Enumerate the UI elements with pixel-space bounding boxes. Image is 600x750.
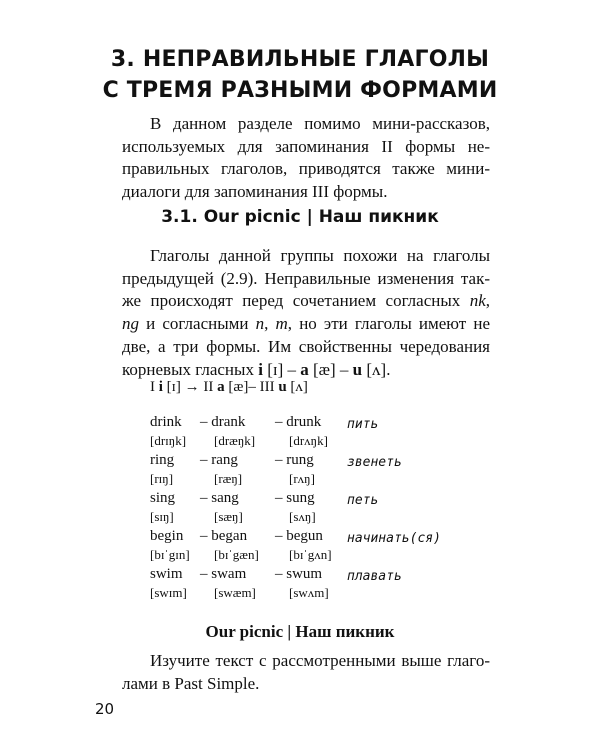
verb-form-3: – drunk [275, 414, 322, 430]
consonant: n [255, 314, 265, 334]
transcription-1: [bɪˈgɪn] [150, 547, 190, 562]
text-run: [ɪ] → II [162, 379, 218, 395]
text-run: , [485, 291, 490, 311]
verb-form-3: – rung [275, 452, 314, 468]
transcription-2: [dræŋk] [214, 433, 256, 448]
transcription-3: [rʌŋ] [289, 471, 315, 486]
transcription-1: [swɪm] [150, 585, 187, 600]
verb-form-2: – swam [200, 566, 247, 582]
intro-line: В данном разделе помимо мини-рассказов, [150, 114, 490, 133]
outro-line: лами в Past Simple. [122, 673, 260, 693]
verb-form-3: – sung [275, 490, 315, 506]
consonant-cluster: nk [469, 291, 486, 311]
russian-translation: звенеть [347, 455, 402, 470]
transcription-1: [drɪŋk] [150, 433, 187, 448]
transcription-1: [sɪŋ] [150, 509, 174, 524]
text-run: I [150, 379, 159, 395]
vowel-scheme [150, 379, 308, 396]
description-line: предыдущей (2.9). Неправильные изменения так- [122, 268, 490, 288]
verb-form-1: ring [150, 452, 175, 468]
transcription-3: [drʌŋk] [289, 433, 328, 448]
verb-form-1: begin [150, 528, 184, 544]
chapter-title-line-2: С ТРЕМЯ РАЗНЫМИ ФОРМАМИ [102, 78, 498, 103]
section-heading: 3.1. Our picnic | Наш пикник [161, 207, 439, 227]
vowel: u [278, 379, 287, 395]
text-run: [æ]– III [224, 379, 279, 395]
verb-form-2: – rang [200, 452, 238, 468]
consonant: m [275, 314, 288, 334]
text-run: , но эти глаголы имеют не [287, 314, 490, 334]
vowel: a [217, 379, 225, 395]
vowel: u [352, 359, 363, 379]
verb-form-3: – begun [275, 528, 323, 544]
consonant-cluster: ng [122, 314, 139, 334]
transcription-2: [swæm] [214, 585, 256, 600]
text-run: , [264, 314, 276, 334]
text-run: же происходят перед сочетанием согласных [122, 291, 470, 311]
vowel: i [158, 379, 163, 395]
intro-line: используемых для запоминания II формы не- [122, 136, 490, 156]
intro-line: диалоги для запоминания III формы. [122, 182, 388, 202]
chapter-title-line-1: 3. НЕПРАВИЛЬНЫЕ ГЛАГОЛЫ [110, 47, 490, 72]
transcription-3: [sʌŋ] [289, 509, 316, 524]
transcription-2: [sæŋ] [214, 509, 243, 524]
outro-line: Изучите текст с рассмотренными выше глаго- [150, 651, 490, 670]
transcription-1: [rɪŋ] [150, 471, 174, 486]
transcription-2: [bɪˈgæn] [214, 547, 259, 562]
verb-form-2: – drank [200, 414, 246, 430]
text-run: и согласными [139, 314, 256, 334]
russian-translation: петь [347, 493, 379, 508]
outro-paragraph [122, 650, 490, 695]
description-line: Глаголы данной группы похожи на глаголы [150, 246, 490, 265]
intro-paragraph [122, 113, 490, 204]
vowel: a [300, 359, 309, 379]
intro-line: правильных глаголов, приводятся также мини- [122, 159, 490, 179]
text-run: [ʌ] [286, 379, 308, 395]
verb-form-3: – swum [275, 566, 323, 582]
verb-form-2: – sang [200, 490, 239, 506]
verb-form-2: – began [200, 528, 248, 544]
section-heading-2: Our picnic | Наш пикник [205, 622, 395, 641]
description-line [122, 359, 490, 382]
description-paragraph [122, 245, 490, 381]
transcription-2: [ræŋ] [214, 471, 243, 486]
verb-form-1: drink [150, 414, 182, 430]
description-line [122, 313, 490, 336]
page-number: 20 [95, 700, 115, 718]
text-run: корневых гласных [122, 359, 259, 379]
text-run: [ɪ] – [262, 359, 301, 379]
text-run: [æ] – [308, 359, 353, 379]
transcription-3: [bɪˈgʌn] [289, 547, 332, 562]
russian-translation: начинать(ся) [347, 531, 441, 546]
russian-translation: пить [347, 417, 379, 432]
russian-translation: плавать [347, 569, 402, 584]
description-line [122, 290, 490, 313]
chapter-title [0, 44, 600, 106]
transcription-3: [swʌm] [289, 585, 329, 600]
text-run: [ʌ]. [362, 359, 391, 379]
vowel: i [258, 359, 263, 379]
verb-form-1: sing [150, 490, 176, 506]
description-line: две, а три формы. Им свойственны чередования [122, 336, 490, 356]
verb-form-1: swim [150, 566, 183, 582]
